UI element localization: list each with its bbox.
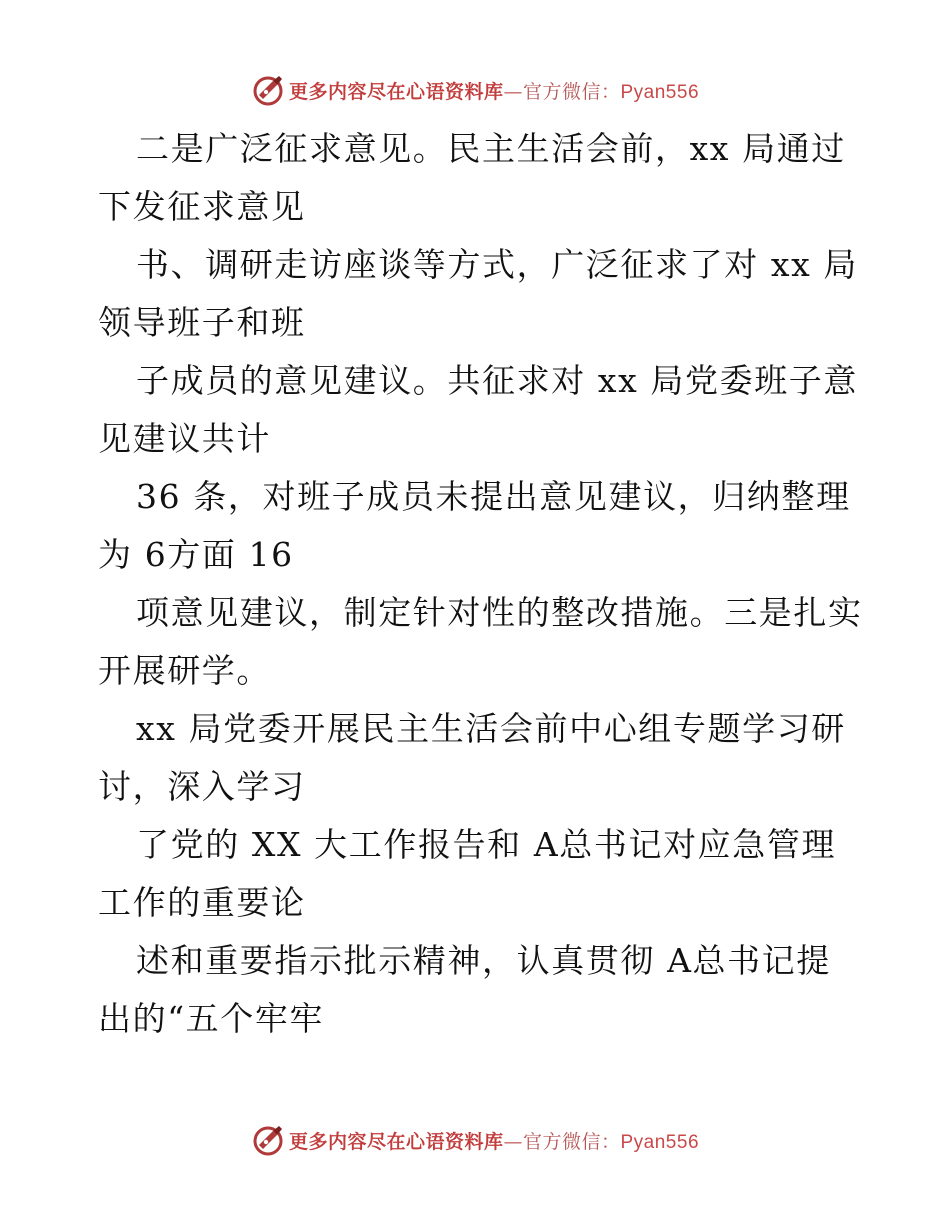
watermark-brand: 更多内容尽在心语资料库: [288, 1130, 504, 1153]
watermark-text: [289, 1127, 699, 1154]
writing-pen-logo-icon: [251, 1123, 285, 1157]
watermark-wechat-label: 官方微信：: [522, 1130, 621, 1153]
document-body: [98, 120, 863, 1048]
body-line: 领导班子和班: [98, 303, 306, 342]
body-line: 见建议共计: [98, 419, 271, 458]
watermark-dash: —: [503, 80, 523, 103]
body-line: 出的“五个牢牢: [98, 999, 325, 1038]
watermark-wechat-label: 官方微信：: [522, 80, 621, 103]
body-line: 书、调研走访座谈等方式，广泛征求了对 xx 局: [136, 245, 859, 284]
body-line: 项意见建议，制定针对性的整改措施。三是扎实: [136, 593, 863, 632]
body-line: 述和重要指示批示精神，认真贯彻 A总书记提: [136, 941, 831, 980]
watermark-wechat-id: Pyan556: [620, 1131, 700, 1153]
body-line: xx 局党委开展民主生活会前中心组专题学习研: [136, 709, 846, 748]
body-line: 36 条，对班子成员未提出意见建议，归纳整理: [136, 477, 851, 516]
body-line: 下发征求意见: [98, 187, 306, 226]
body-line: 开展研学。: [98, 651, 271, 690]
body-line: 讨，深入学习: [98, 767, 306, 806]
body-line: 子成员的意见建议。共征求对 xx 局党委班子意: [136, 361, 859, 400]
watermark-dash: —: [503, 1130, 523, 1153]
body-line: 为 6方面 16: [98, 535, 294, 574]
body-line: 工作的重要论: [98, 883, 306, 922]
footer-watermark: [0, 1120, 950, 1160]
body-line: 二是广泛征求意见。民主生活会前，xx 局通过: [136, 129, 846, 168]
watermark-text: [289, 77, 699, 104]
watermark-wechat-id: Pyan556: [620, 81, 700, 103]
writing-pen-logo-icon: [251, 73, 285, 107]
body-line: 了党的 XX 大工作报告和 A总书记对应急管理: [136, 825, 837, 864]
watermark-brand: 更多内容尽在心语资料库: [288, 80, 504, 103]
header-watermark: [0, 70, 950, 110]
